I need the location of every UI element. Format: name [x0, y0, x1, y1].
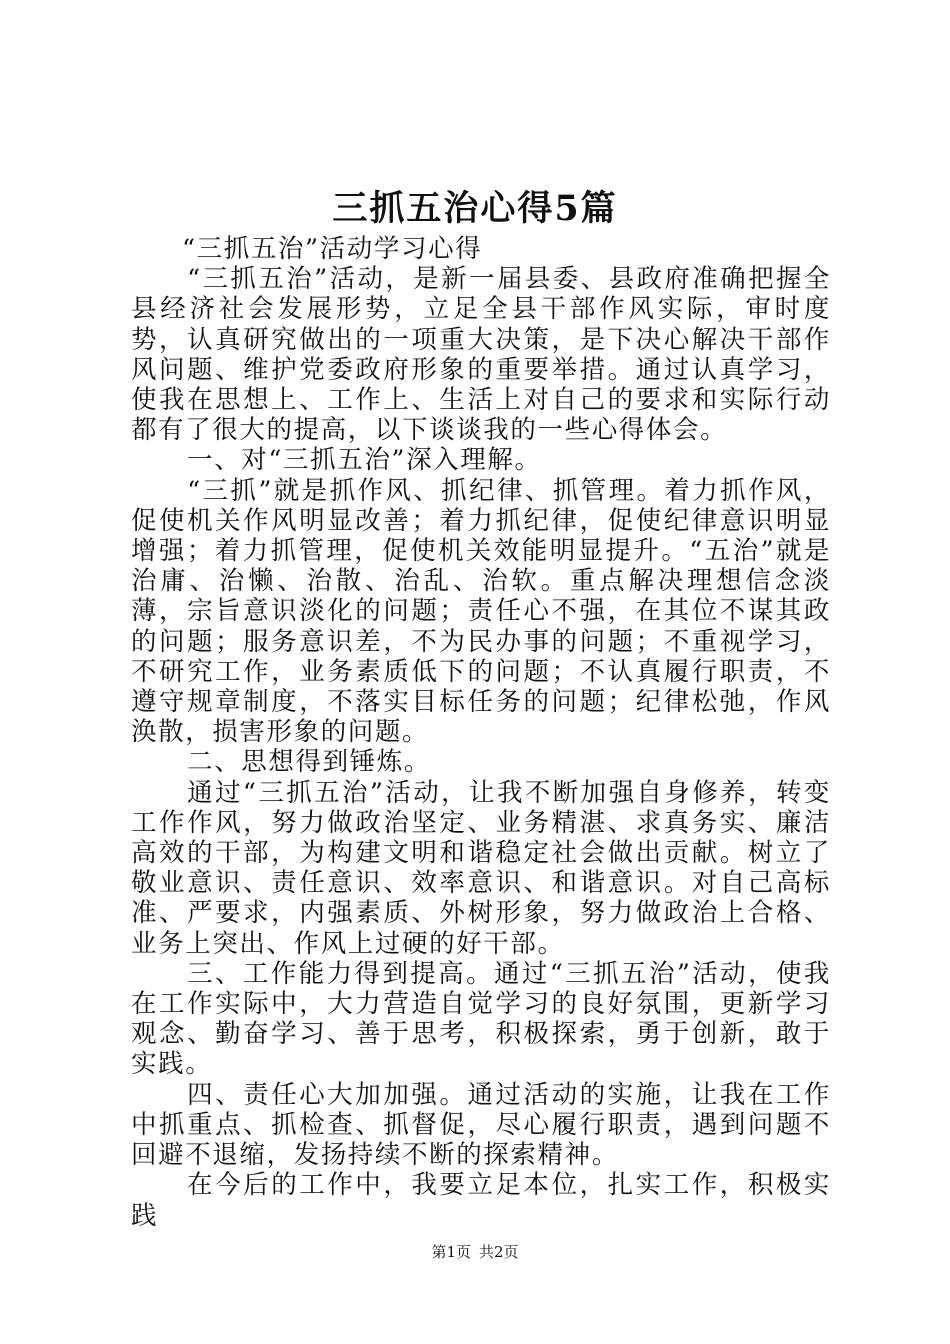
body-paragraph: 三、工作能力得到提高。通过“三抓五治”活动，使我在工作实际中，大力营造自觉学习的良好氛围，更新学习观念、勤奋学习、善于思考，积极探索，勇于创新，敢于实践。: [131, 958, 831, 1080]
page-number: 第1页: [431, 1243, 471, 1261]
section-heading: 一、对“三抓五治”深入理解。: [187, 445, 542, 476]
document-title: 三抓五治心得5篇: [332, 188, 618, 229]
section-heading: 二、思想得到锤炼。: [187, 747, 431, 778]
body-paragraph: “三抓”就是抓作风、抓纪律、抓管理。着力抓作风，促使机关作风明显改善；着力抓纪律，促使纪律意识明显增强；着力抓管理，促使机关效能明显提升。“五治”就是治庸、治懒、治散、治乱、治软。重点解决理想信念淡薄，宗旨意识淡化的问题；责任心不强，在其位不谋其政的问题；服务意识差，不为民办事的问题；不重视学习，不研究工作，业务素质低下的问题；不认真履行职责，不遵守规章制度，不落实目标任务的问题；纪律松弛，作风涣散，损害形象的问题。: [131, 475, 831, 748]
body-paragraph: 在今后的工作中，我要立足本位，扎实工作，积极实践: [131, 1170, 831, 1231]
section-heading: “三抓五治”活动学习心得: [182, 234, 483, 264]
body-paragraph: 通过“三抓五治”活动，让我不断加强自身修养，转变工作作风，努力做政治坚定、业务精湛、求真务实、廉洁高效的干部，为构建文明和谐稳定社会做出贡献。树立了敬业意识、责任意识、效率意识、和谐意识。对自己高标准、严要求，内强素质、外树形象，努力做政治上合格、业务上突出、作风上过硬的好干部。: [131, 777, 831, 959]
body-paragraph: “三抓五治”活动，是新一届县委、县政府准确把握全县经济社会发展形势，立足全县干部作风实际，审时度势，认真研究做出的一项重大决策，是下决心解决干部作风问题、维护党委政府形象的重要举措。通过认真学习，使我在思想上、工作上、生活上对自己的要求和实际行动都有了很大的提高，以下谈谈我的一些心得体会。: [131, 264, 831, 446]
page-footer: [0, 1242, 950, 1262]
body-paragraph: 四、责任心大加加强。通过活动的实施，让我在工作中抓重点、抓检查、抓督促，尽心履行职责，遇到问题不回避不退缩，发扬持续不断的探索精神。: [131, 1079, 831, 1171]
page-total: 共2页: [479, 1243, 519, 1261]
document-body: [131, 234, 831, 1231]
